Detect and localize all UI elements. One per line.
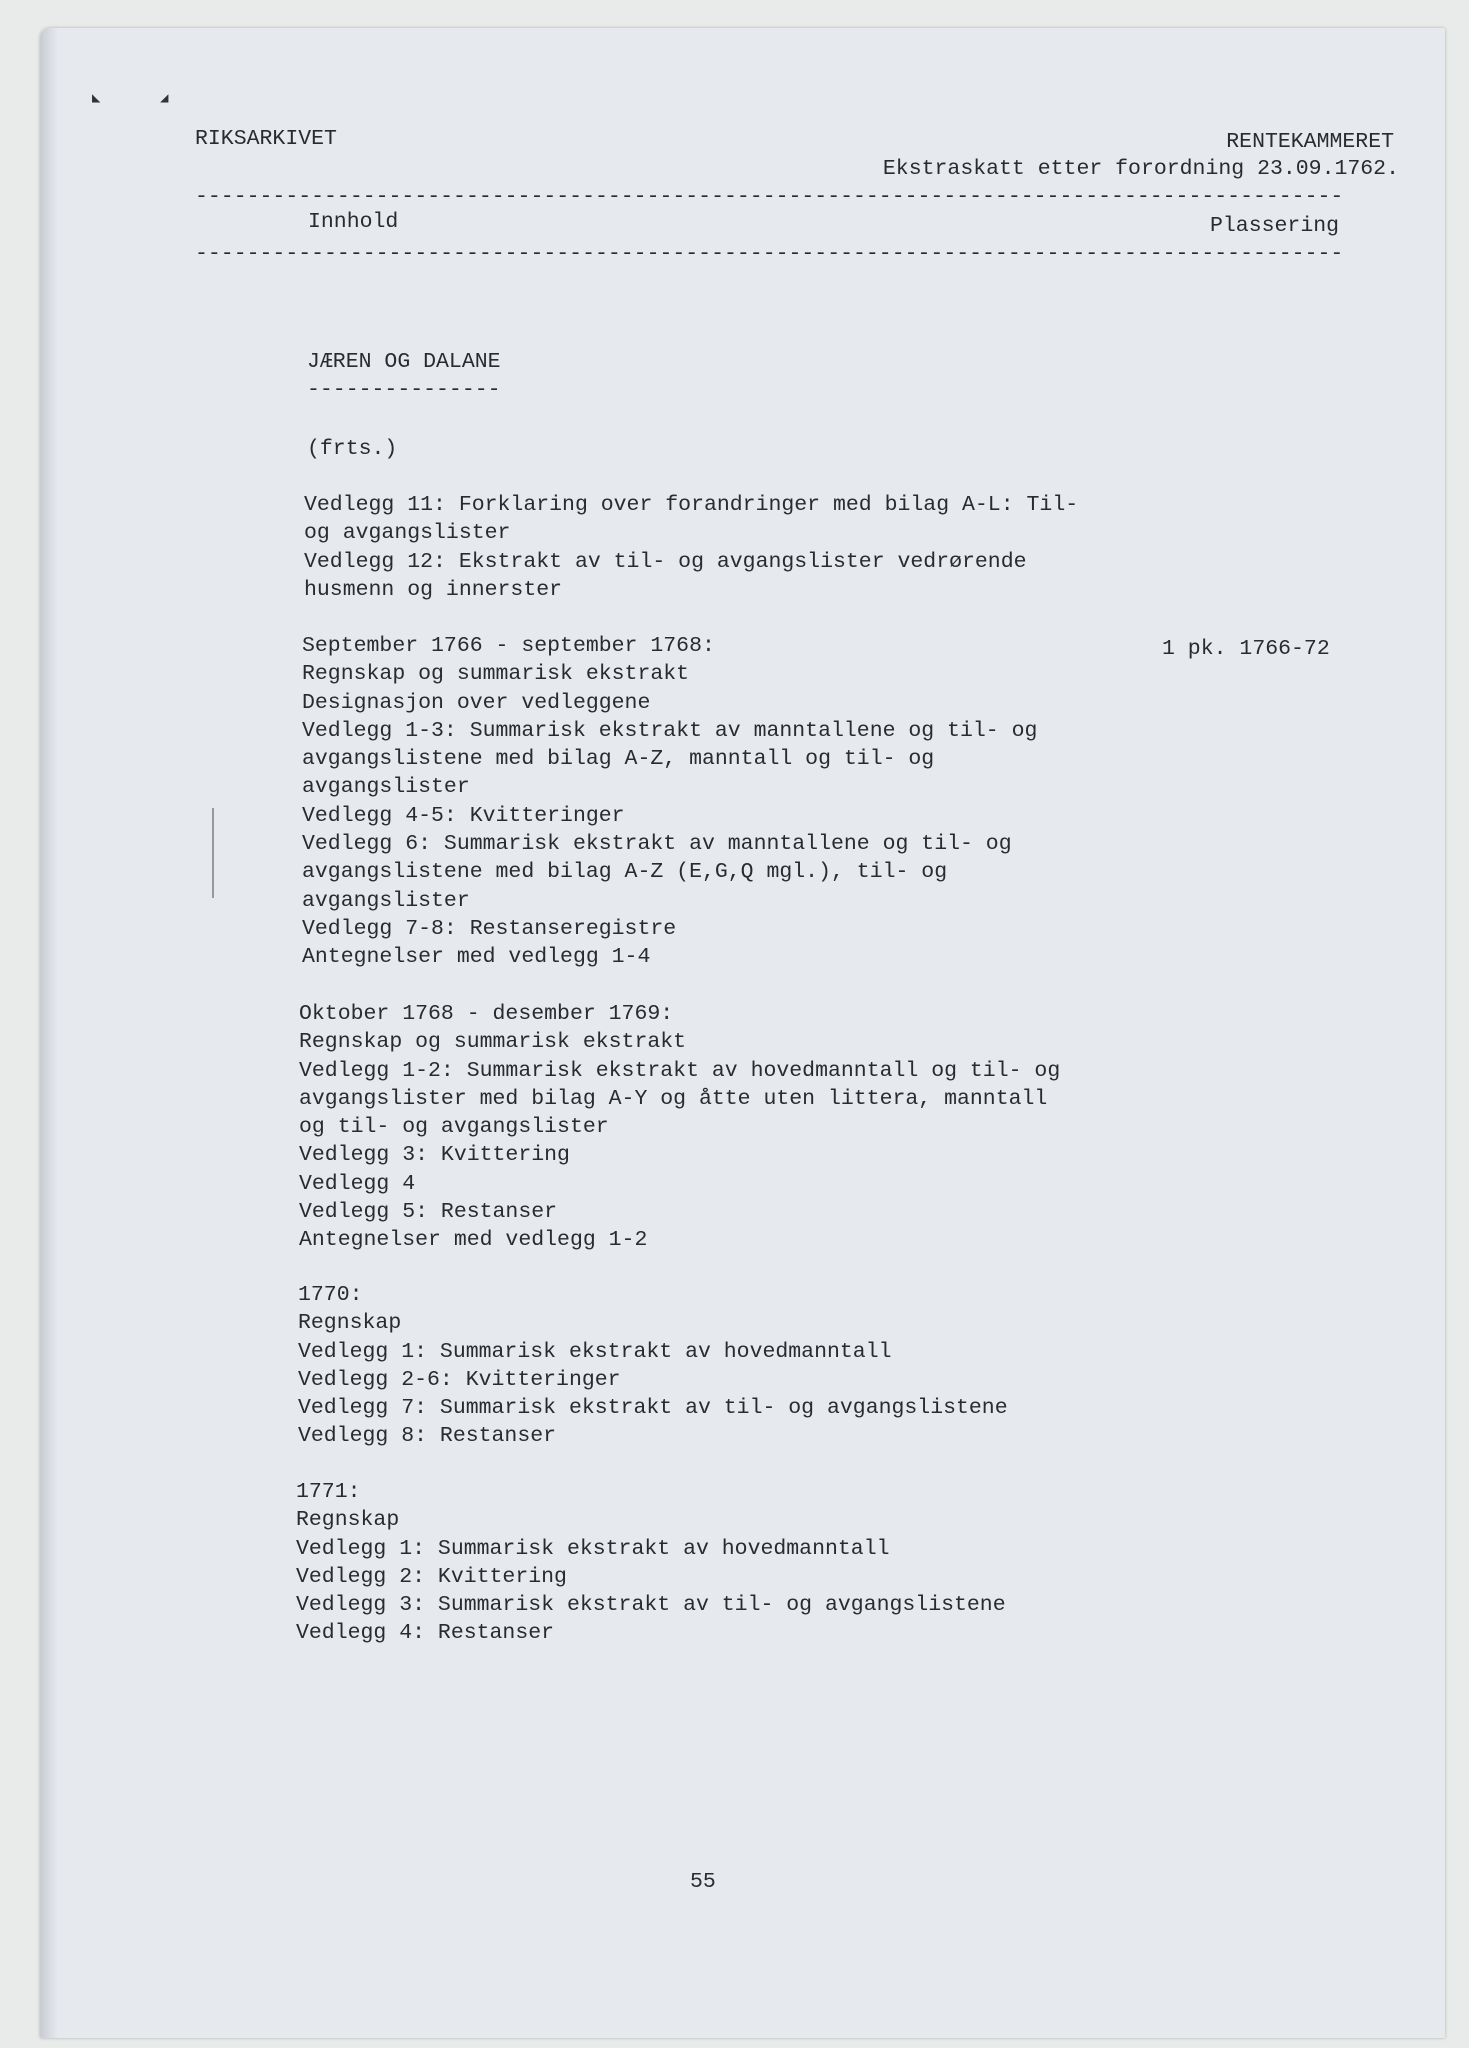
archive-name: RIKSARKIVET — [195, 127, 337, 151]
page-edge-shadow — [40, 28, 58, 2038]
block-1768-1769 — [299, 1000, 1060, 1255]
entry-line: Vedlegg 2: Kvittering — [296, 1564, 567, 1589]
entry-line: og til- og avgangslister — [299, 1115, 609, 1140]
entry-line: Oktober 1768 - desember 1769: — [299, 1002, 674, 1026]
entry-line: Regnskap og summarisk ekstrakt — [302, 662, 690, 687]
entry-line: Vedlegg 5: Restanser — [299, 1200, 558, 1225]
entry-line: avgangslister — [302, 775, 470, 800]
entry-line: Vedlegg 1-3: Summarisk ekstrakt av manntallene og til- og — [302, 718, 1038, 743]
entry-line: Vedlegg 4 — [299, 1171, 416, 1196]
column-location-heading: Plassering — [1210, 214, 1340, 238]
series-title: Ekstraskatt etter forordning 23.09.1762. — [882, 157, 1399, 181]
block-1771 — [296, 1478, 1006, 1648]
intro-entries — [304, 491, 1078, 604]
entry-line: Antegnelser med vedlegg 1-2 — [299, 1228, 648, 1253]
entry-line: Vedlegg 6: Summarisk ekstrakt av manntallene og til- og — [302, 832, 1012, 857]
entry-line: Antegnelser med vedlegg 1-4 — [302, 945, 651, 970]
entry-line: Designasjon over vedleggene — [302, 690, 651, 715]
entry-line: Regnskap — [298, 1311, 402, 1336]
entry-line: Vedlegg 7: Summarisk ekstrakt av til- og avgangslistene — [298, 1396, 1008, 1421]
entry-line: avgangslister med bilag A-Y og åtte uten littera, manntall — [299, 1086, 1048, 1111]
entry-line: Vedlegg 8: Restanser — [298, 1424, 557, 1449]
entry-line: 1771: — [296, 1480, 361, 1504]
location-entry: 1 pk. 1766-72 — [1162, 637, 1330, 661]
entry-line: Vedlegg 1-2: Summarisk ekstrakt av hovedmanntall og til- og — [299, 1058, 1061, 1083]
continued-note: (frts.) — [307, 437, 398, 461]
entry-line: Vedlegg 12: Ekstrakt av til- og avgangslister vedrørende — [304, 549, 1027, 574]
header-rule-top: ----------------------------------------------------------------------------------------- — [195, 185, 1344, 209]
entry-line: Vedlegg 4: Restanser — [296, 1621, 555, 1646]
entry-line: avgangslister — [302, 888, 470, 913]
entry-line: Vedlegg 3: Kvittering — [299, 1143, 570, 1168]
entry-line: Vedlegg 1: Summarisk ekstrakt av hovedmanntall — [298, 1339, 892, 1364]
entry-line: Regnskap — [296, 1508, 400, 1533]
entry-line: Vedlegg 3: Summarisk ekstrakt av til- og avgangslistene — [296, 1593, 1006, 1618]
entry-line: avgangslistene med bilag A-Z, manntall og til- og — [302, 747, 935, 772]
entry-line: Vedlegg 4-5: Kvitteringer — [302, 803, 625, 828]
entry-line: Vedlegg 2-6: Kvitteringer — [298, 1367, 621, 1392]
entry-line: Vedlegg 7-8: Restanseregistre — [302, 916, 677, 941]
block-1766-1768 — [302, 632, 1037, 972]
department-name: RENTEKAMMERET — [1226, 130, 1394, 154]
paper-scratch — [212, 808, 214, 898]
entry-line: og avgangslister — [304, 521, 511, 546]
district-name: JÆREN OG DALANE — [307, 350, 501, 374]
block-1770 — [298, 1281, 1008, 1451]
entry-line: avgangslistene med bilag A-Z (E,G,Q mgl.), til- og — [302, 860, 948, 885]
column-content-heading: Innhold — [308, 210, 399, 234]
entry-line: Vedlegg 11: Forklaring over forandringer med bilag A-L: Til- — [304, 493, 1079, 517]
entry-line: September 1766 - september 1768: — [302, 634, 715, 658]
punch-mark-left: ◣ — [92, 91, 101, 107]
entry-line: Regnskap og summarisk ekstrakt — [299, 1030, 687, 1055]
entry-line: 1770: — [298, 1283, 363, 1307]
punch-mark-right: ◢ — [160, 91, 169, 107]
page-number: 55 — [690, 1870, 716, 1894]
entry-line: husmenn og innerster — [304, 577, 563, 602]
header-rule-bottom: ----------------------------------------------------------------------------------------- — [195, 242, 1344, 266]
entry-line: Vedlegg 1: Summarisk ekstrakt av hovedmanntall — [296, 1536, 890, 1561]
district-underline: --------------- — [307, 378, 501, 402]
